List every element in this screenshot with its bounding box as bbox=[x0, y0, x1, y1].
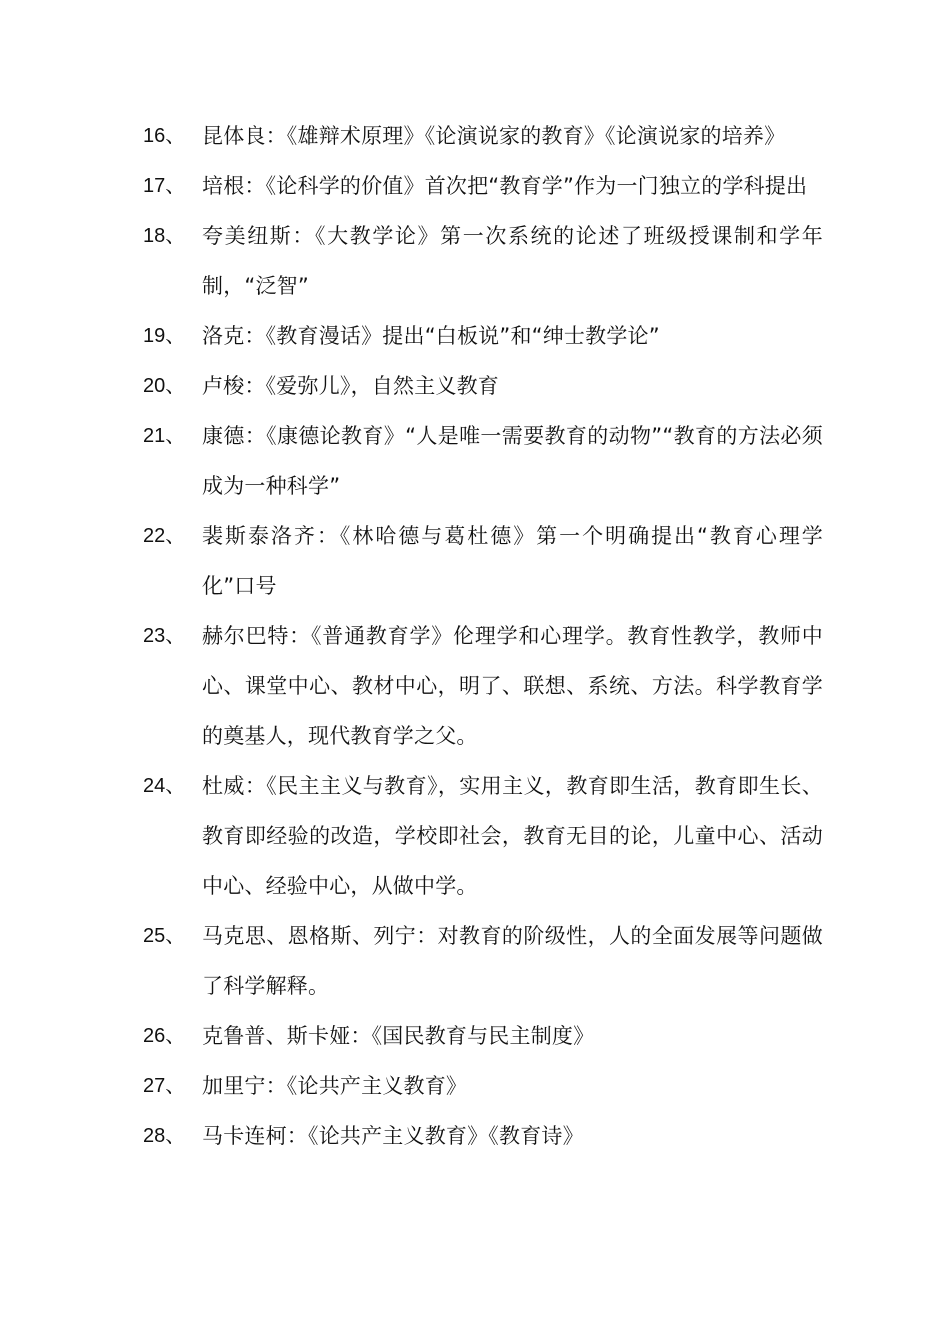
item-text: 裴斯泰洛齐：《林哈德与葛杜德》第一个明确提出“教育心理学化”口号 bbox=[202, 524, 823, 598]
item-text: 洛克：《教育漫话》提出“白板说”和“绅士教学论” bbox=[202, 324, 660, 348]
item-text: 加里宁：《论共产主义教育》 bbox=[202, 1074, 468, 1098]
list-item bbox=[143, 111, 823, 161]
item-number: 17、 bbox=[143, 175, 186, 197]
item-number: 21、 bbox=[143, 425, 186, 447]
item-text: 夸美纽斯：《大教学论》第一次系统的论述了班级授课制和学年制，“泛智” bbox=[202, 224, 823, 298]
item-number: 16、 bbox=[143, 125, 186, 147]
list-item bbox=[143, 311, 823, 361]
educator-list bbox=[143, 111, 823, 1161]
item-text: 马克思、恩格斯、列宁：对教育的阶级性，人的全面发展等问题做了科学解释。 bbox=[202, 924, 823, 998]
item-text: 赫尔巴特：《普通教育学》伦理学和心理学。教育性教学，教师中心、课堂中心、教材中心，明了、联想、系统、方法。科学教育学的奠基人，现代教育学之父。 bbox=[202, 624, 823, 748]
list-item bbox=[143, 411, 823, 511]
item-text: 卢梭：《爱弥儿》，自然主义教育 bbox=[202, 374, 499, 398]
list-item bbox=[143, 1061, 823, 1111]
item-number: 18、 bbox=[143, 225, 186, 247]
item-number: 22、 bbox=[143, 525, 186, 547]
list-item bbox=[143, 611, 823, 761]
item-number: 27、 bbox=[143, 1075, 186, 1097]
item-number: 28、 bbox=[143, 1125, 186, 1147]
list-item bbox=[143, 361, 823, 411]
item-text: 康德：《康德论教育》“人是唯一需要教育的动物”“教育的方法必须成为一种科学” bbox=[202, 424, 823, 498]
item-text: 杜威：《民主主义与教育》，实用主义，教育即生活，教育即生长、教育即经验的改造，学校即社会，教育无目的论，儿童中心、活动中心、经验中心，从做中学。 bbox=[202, 774, 823, 898]
list-item bbox=[143, 1011, 823, 1061]
list-item bbox=[143, 1111, 823, 1161]
item-number: 23、 bbox=[143, 625, 186, 647]
list-item bbox=[143, 161, 823, 211]
item-text: 克鲁普、斯卡娅：《国民教育与民主制度》 bbox=[202, 1024, 595, 1048]
item-number: 20、 bbox=[143, 375, 186, 397]
list-item bbox=[143, 911, 823, 1011]
list-item bbox=[143, 211, 823, 311]
item-text: 培根：《论科学的价值》首次把“教育学”作为一门独立的学科提出 bbox=[202, 174, 808, 198]
item-number: 25、 bbox=[143, 925, 186, 947]
item-number: 24、 bbox=[143, 775, 186, 797]
list-item bbox=[143, 511, 823, 611]
item-text: 昆体良：《雄辩术原理》《论演说家的教育》《论演说家的培养》 bbox=[202, 124, 786, 148]
list-item bbox=[143, 761, 823, 911]
item-text: 马卡连柯：《论共产主义教育》《教育诗》 bbox=[202, 1124, 584, 1148]
item-number: 26、 bbox=[143, 1025, 186, 1047]
item-number: 19、 bbox=[143, 325, 186, 347]
